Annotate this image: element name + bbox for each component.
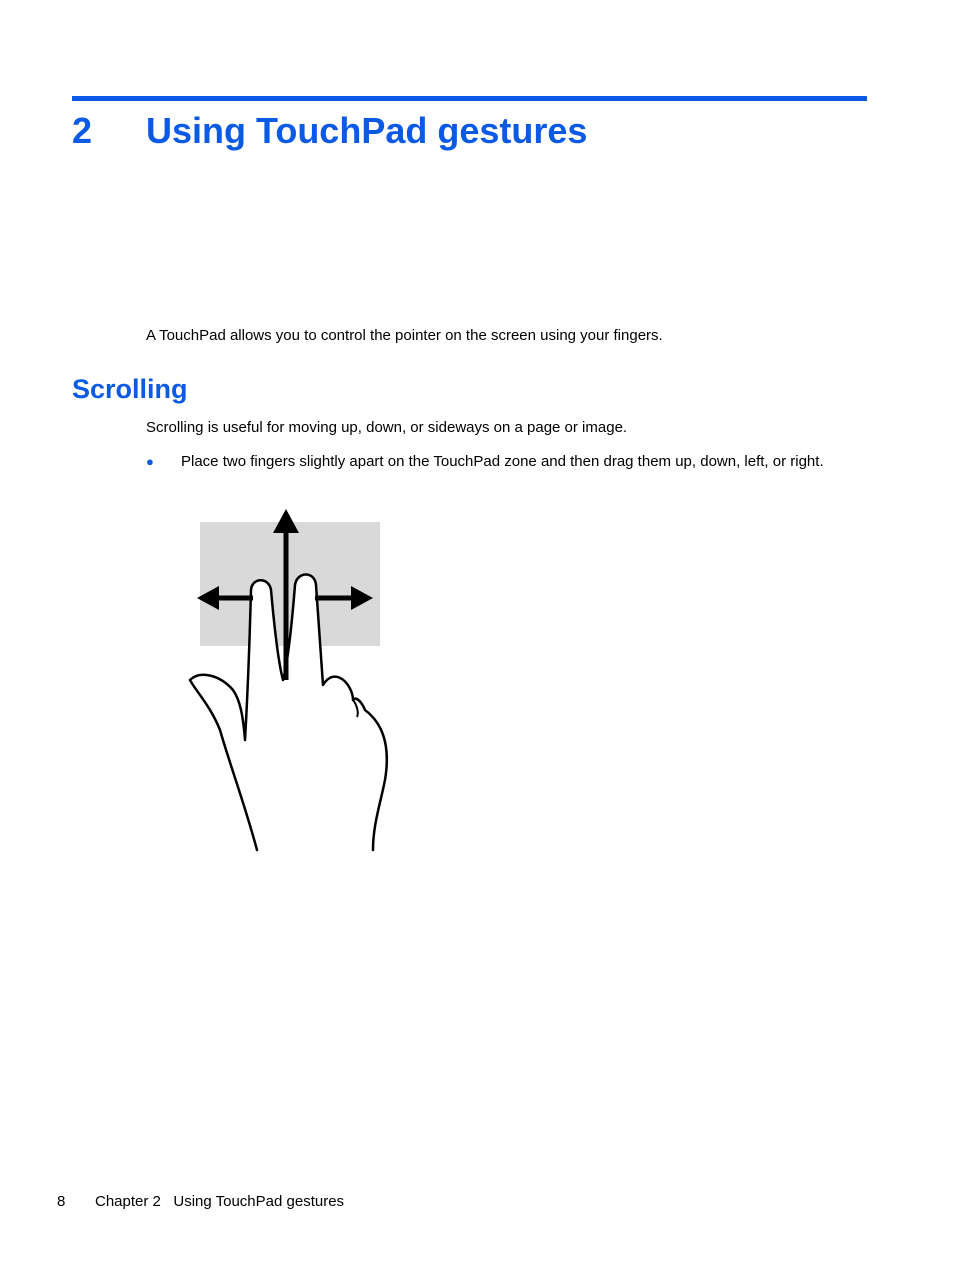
footer-chapter-label: Chapter 2 Using TouchPad gestures	[95, 1193, 345, 1210]
section-body: Scrolling is useful for moving up, down, or sideways on a page or image.	[146, 419, 628, 436]
footer-page-number: 8	[57, 1193, 66, 1210]
chapter-rule	[72, 96, 867, 101]
two-finger-scroll-gesture-icon	[185, 505, 400, 855]
intro-paragraph: A TouchPad allows you to control the pointer on the screen using your fingers.	[146, 327, 663, 344]
chapter-title: Using TouchPad gestures	[146, 110, 588, 151]
bullet-text: Place two fingers slightly apart on the TouchPad zone and then drag them up, down, left, or right.	[181, 453, 824, 470]
arrow-up-head	[273, 509, 299, 533]
bullet-dot-icon: ●	[146, 454, 154, 469]
section-heading-scrolling: Scrolling	[72, 374, 188, 404]
chapter-number: 2	[72, 110, 93, 151]
